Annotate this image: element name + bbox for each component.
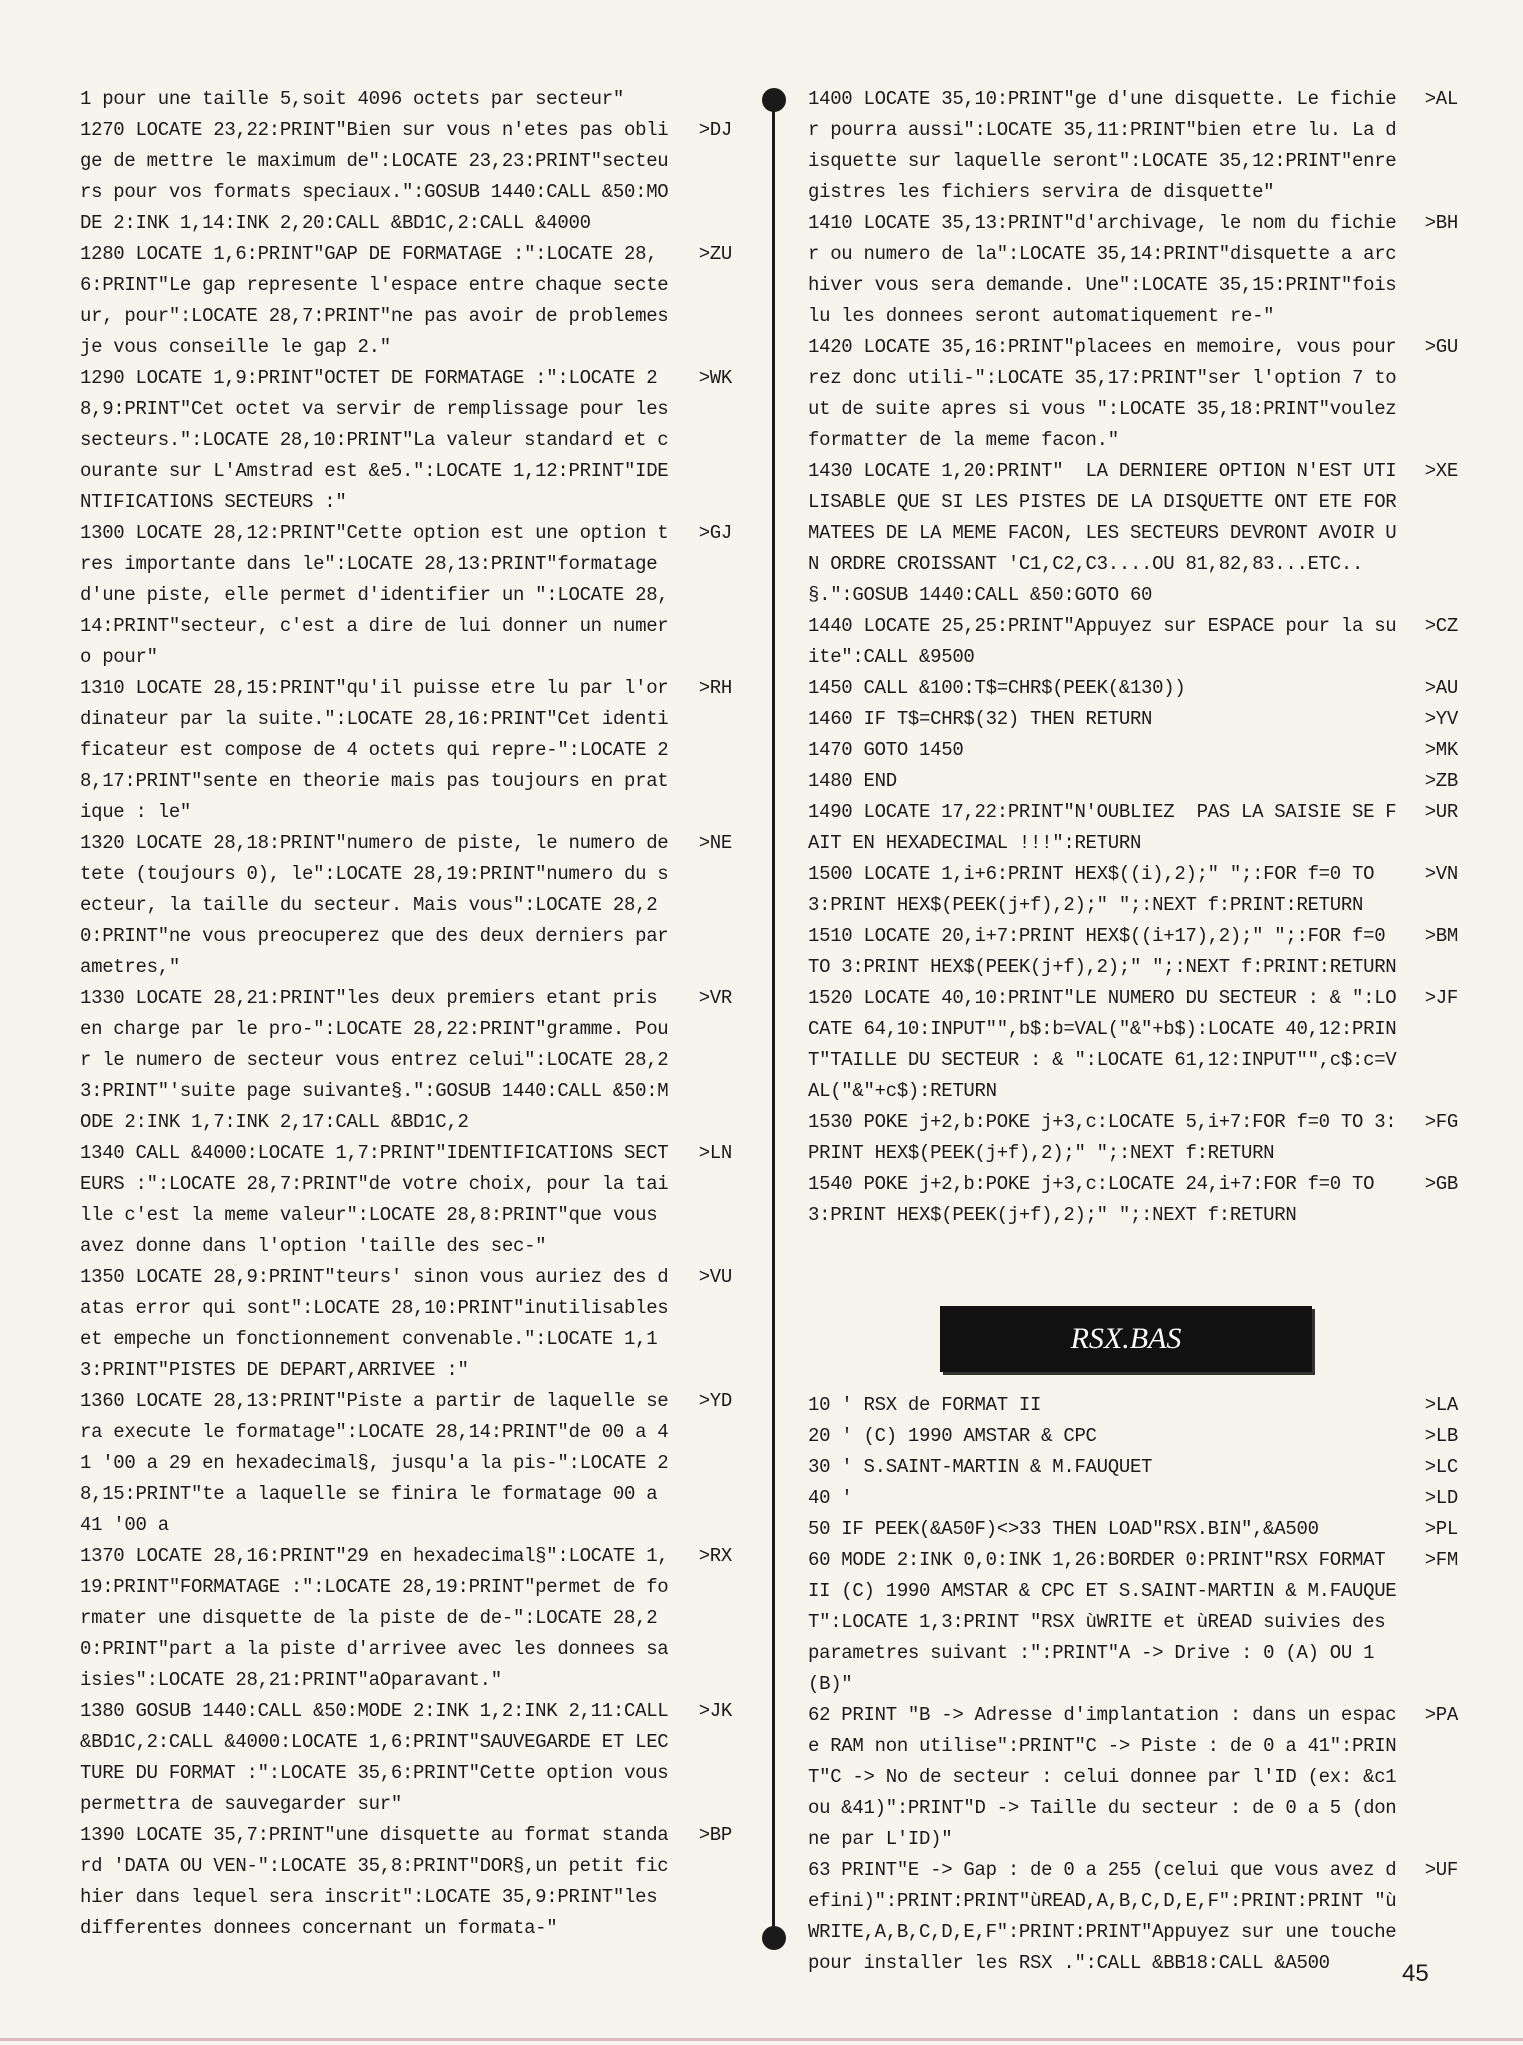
code-text: 1510 LOCATE 20,i+7:PRINT HEX$((i+17),2);" ";:FOR f=0 TO 3:PRINT HEX$(PEEK(j+f),2);" ";:NEXT f:PRINT:RETURN [808, 925, 1397, 978]
checksum-code: >YD [698, 1390, 732, 1412]
code-text: 1400 LOCATE 35,10:PRINT"ge d'une disquette. Le fichier pourra aussi":LOCATE 35,11:PRINT"bien etre lu. La disquette sur laquelle seront":LOCATE 35,12:PRINT"enregistres les fichiers servira de disquette" [808, 88, 1397, 203]
code-text: 1490 LOCATE 17,22:PRINT"N'OUBLIEZ PAS LA SAISIE SE FAIT EN HEXADECIMAL !!!":RETURN [808, 801, 1397, 854]
divider-bottom-dot [762, 1926, 786, 1950]
code-line [808, 1545, 1458, 1700]
code-line [808, 1483, 1458, 1514]
checksum-code: >ZU [698, 243, 732, 265]
checksum-code: >BH [1424, 212, 1458, 234]
checksum-code: >NE [698, 832, 732, 854]
checksum-code: >BM [1424, 925, 1458, 947]
code-text: 1440 LOCATE 25,25:PRINT"Appuyez sur ESPACE pour la suite":CALL &9500 [808, 615, 1397, 668]
code-line [808, 1452, 1458, 1483]
checksum-code: >LC [1424, 1456, 1458, 1478]
checksum-code: >JF [1424, 987, 1458, 1009]
rsx-listing [808, 1390, 1458, 1979]
code-line [80, 84, 732, 115]
checksum-code: >PA [1424, 1704, 1458, 1726]
code-text: 1420 LOCATE 35,16:PRINT"placees en memoire, vous pourrez donc utili-":LOCATE 35,17:PRINT"ser l'option 7 tout de suite apres si vous ":LOCATE 35,18:PRINT"voulez formatter de la meme facon." [808, 336, 1408, 451]
code-text: 1520 LOCATE 40,10:PRINT"LE NUMERO DU SECTEUR : & ":LOCATE 64,10:INPUT"",b$:b=VAL("&"+b$):LOCATE 40,12:PRINT"TAILLE DU SECTEUR : & ":LOCATE 61,12:INPUT"",c$:c=VAL("&"+c$):RETURN [808, 987, 1397, 1102]
code-text: 63 PRINT"E -> Gap : de 0 a 255 (celui que vous avez defini)":PRINT:PRINT"ùREAD,A,B,C,D,E,F":PRINT:PRINT "ùWRITE,A,B,C,D,E,F":PRINT:PRINT"Appuyez sur une touche pour installer les RSX .":CALL &BB18:CALL &A500 [808, 1859, 1408, 1974]
checksum-code: >VR [698, 987, 732, 1009]
code-text: 1430 LOCATE 1,20:PRINT" LA DERNIERE OPTION N'EST UTILISABLE QUE SI LES PISTES DE LA DISQUETTE ONT ETE FORMATEES DE LA MEME FACON, LES SECTEURS DEVRONT AVOIR UN ORDRE CROISSANT 'C1,C2,C3....OU 81,82,83...ETC..§.":GOSUB 1440:CALL &50:GOTO 60 [808, 460, 1397, 606]
code-line [80, 828, 732, 983]
code-text: 1290 LOCATE 1,9:PRINT"OCTET DE FORMATAGE :":LOCATE 28,9:PRINT"Cet octet va servir de remplissage pour les secteurs.":LOCATE 28,10:PRINT"La valeur standard et courante sur L'Amstrad est &e5.":LOCATE 1,12:PRINT"IDENTIFICATIONS SECTEURS :" [80, 367, 680, 513]
code-text: 60 MODE 2:INK 0,0:INK 1,26:BORDER 0:PRINT"RSX FORMAT II (C) 1990 AMSTAR & CPC ET S.SAINT-MARTIN & M.FAUQUET":LOCATE 1,3:PRINT "RSX ùWRITE et ùREAD suivies des parametres suivant :":PRINT"A -> Drive : 0 (A) OU 1 (B)" [808, 1549, 1397, 1695]
code-line [808, 84, 1458, 208]
code-line [808, 1107, 1458, 1169]
code-line [808, 1421, 1458, 1452]
code-text: 10 ' RSX de FORMAT II [808, 1394, 1042, 1416]
checksum-code: >LA [1424, 1394, 1458, 1416]
code-line [808, 921, 1458, 983]
code-text: 62 PRINT "B -> Adresse d'implantation : dans un espace RAM non utilise":PRINT"C -> Piste : de 0 a 41":PRINT"C -> No de secteur : celui donnee par l'ID (ex: &c1 ou &41)":PRINT"D -> Taille du secteur : de 0 a 5 (donne par L'ID)" [808, 1704, 1408, 1850]
code-line [808, 766, 1458, 797]
code-text: 1450 CALL &100:T$=CHR$(PEEK(&130)) [808, 677, 1186, 699]
code-line [80, 1138, 732, 1262]
checksum-code: >GJ [698, 522, 732, 544]
code-text: 1300 LOCATE 28,12:PRINT"Cette option est une option tres importante dans le":LOCATE 28,13:PRINT"formatage d'une piste, elle permet d'identifier un ":LOCATE 28,14:PRINT"secteur, c'est a dire de lui donner un numero pour" [80, 522, 669, 668]
code-line [80, 673, 732, 828]
code-line [808, 859, 1458, 921]
checksum-code: >RX [698, 1545, 732, 1567]
code-line [80, 1541, 732, 1696]
divider-top-dot [762, 88, 786, 112]
code-text: 1370 LOCATE 28,16:PRINT"29 en hexadecimal§":LOCATE 1,19:PRINT"FORMATAGE :":LOCATE 28,19:PRINT"permet de formater une disquette de la piste de de-":LOCATE 28,20:PRINT"part a la piste d'arrivee avec les donnees saisies":LOCATE 28,21:PRINT"aOparavant." [80, 1545, 669, 1691]
page-number: 45 [1402, 1960, 1429, 1987]
code-text: 1460 IF T$=CHR$(32) THEN RETURN [808, 708, 1153, 730]
checksum-code: >VN [1424, 863, 1458, 885]
code-line [808, 704, 1458, 735]
code-text: 1340 CALL &4000:LOCATE 1,7:PRINT"IDENTIFICATIONS SECTEURS :":LOCATE 28,7:PRINT"de votre choix, pour la taille c'est la meme valeur":LOCATE 28,8:PRINT"que vous avez donne dans l'option 'taille des sec-" [80, 1142, 669, 1257]
code-text: 50 IF PEEK(&A50F)<>33 THEN LOAD"RSX.BIN",&A500 [808, 1518, 1319, 1540]
code-line [808, 1855, 1458, 1979]
checksum-code: >GB [1424, 1173, 1458, 1195]
checksum-code: >DJ [698, 119, 732, 141]
code-line [808, 673, 1458, 704]
code-line [808, 456, 1458, 611]
code-text: 1350 LOCATE 28,9:PRINT"teurs' sinon vous auriez des datas error qui sont":LOCATE 28,10:PRINT"inutilisables et empeche un fonctionnement convenable.":LOCATE 1,13:PRINT"PISTES DE DEPART,ARRIVEE :" [80, 1266, 680, 1381]
checksum-code: >WK [698, 367, 732, 389]
code-text: 1480 END [808, 770, 897, 792]
checksum-code: >JK [698, 1700, 732, 1722]
checksum-code: >GU [1424, 336, 1458, 358]
checksum-code: >PL [1424, 1518, 1458, 1540]
code-line [80, 518, 732, 673]
checksum-code: >XE [1424, 460, 1458, 482]
code-line [80, 1386, 732, 1541]
checksum-code: >YV [1424, 708, 1458, 730]
code-line [808, 797, 1458, 859]
code-text: 1320 LOCATE 28,18:PRINT"numero de piste, le numero de tete (toujours 0), le":LOCATE 28,19:PRINT"numero du secteur, la taille du secteur. Mais vous":LOCATE 28,20:PRINT"ne vous preocuperez que des deux derniers parametres," [80, 832, 680, 978]
section-title-rsx-bas: RSX.BAS [940, 1306, 1312, 1372]
code-text: 1330 LOCATE 28,21:PRINT"les deux premiers etant pris en charge par le pro-":LOCATE 28,22:PRINT"gramme. Pour le numero de secteur vous entrez celui":LOCATE 28,23:PRINT"'suite page suivante§.":GOSUB 1440:CALL &50:MODE 2:INK 1,7:INK 2,17:CALL &BD1C,2 [80, 987, 669, 1133]
code-text: 40 ' [808, 1487, 853, 1509]
checksum-code: >LB [1424, 1425, 1458, 1447]
code-line [808, 1700, 1458, 1855]
checksum-code: >VU [698, 1266, 732, 1288]
checksum-code: >FM [1424, 1549, 1458, 1571]
checksum-code: >AU [1424, 677, 1458, 699]
code-line [80, 1696, 732, 1820]
code-text: 1530 POKE j+2,b:POKE j+3,c:LOCATE 5,i+7:FOR f=0 TO 3:PRINT HEX$(PEEK(j+f),2);" ";:NEXT f:RETURN [808, 1111, 1397, 1164]
checksum-code: >FG [1424, 1111, 1458, 1133]
code-text: 20 ' (C) 1990 AMSTAR & CPC [808, 1425, 1097, 1447]
checksum-code: >LN [698, 1142, 732, 1164]
code-line [808, 611, 1458, 673]
right-column-listing [808, 84, 1458, 1231]
code-text: 1 pour une taille 5,soit 4096 octets par secteur" [80, 88, 624, 110]
checksum-code: >BP [698, 1824, 732, 1846]
code-line [808, 1169, 1458, 1231]
code-line [808, 332, 1458, 456]
code-line [808, 1390, 1458, 1421]
checksum-code: >UF [1424, 1859, 1458, 1881]
checksum-code: >CZ [1424, 615, 1458, 637]
left-column-listing [80, 84, 732, 1944]
code-line [808, 208, 1458, 332]
code-text: 1310 LOCATE 28,15:PRINT"qu'il puisse etre lu par l'ordinateur par la suite.":LOCATE 28,16:PRINT"Cet identificateur est compose de 4 octets qui repre-":LOCATE 28,17:PRINT"sente en theorie mais pas toujours en pratique : le" [80, 677, 669, 823]
code-text: 1280 LOCATE 1,6:PRINT"GAP DE FORMATAGE :":LOCATE 28,6:PRINT"Le gap represente l'espace entre chaque secteur, pour":LOCATE 28,7:PRINT"ne pas avoir de problemes je vous conseille le gap 2." [80, 243, 680, 358]
checksum-code: >RH [698, 677, 732, 699]
code-line [80, 983, 732, 1138]
checksum-code: >UR [1424, 801, 1458, 823]
checksum-code: >LD [1424, 1487, 1458, 1509]
code-text: 30 ' S.SAINT-MARTIN & M.FAUQUET [808, 1456, 1153, 1478]
code-line [808, 983, 1458, 1107]
code-text: 1360 LOCATE 28,13:PRINT"Piste a partir de laquelle sera execute le formatage":LOCATE 28,14:PRINT"de 00 a 41 '00 a 29 en hexadecimal§, jusqu'a la pis-":LOCATE 28,15:PRINT"te a laquelle se finira le formatage 00 a 41 '00 a [80, 1390, 669, 1536]
column-divider [772, 96, 775, 1938]
code-text: 1270 LOCATE 23,22:PRINT"Bien sur vous n'etes pas oblige de mettre le maximum de":LOCATE 23,23:PRINT"secteurs pour vos formats speciaux.":GOSUB 1440:CALL &50:MODE 2:INK 1,14:INK 2,20:CALL &BD1C,2:CALL &4000 [80, 119, 669, 234]
code-text: 1540 POKE j+2,b:POKE j+3,c:LOCATE 24,i+7:FOR f=0 TO 3:PRINT HEX$(PEEK(j+f),2);" ";:NEXT f:RETURN [808, 1173, 1386, 1226]
code-text: 1380 GOSUB 1440:CALL &50:MODE 2:INK 1,2:INK 2,11:CALL &BD1C,2:CALL &4000:LOCATE 1,6:PRINT"SAUVEGARDE ET LECTURE DU FORMAT :":LOCATE 35,6:PRINT"Cette option vous permettra de sauvegarder sur" [80, 1700, 680, 1815]
code-text: 1390 LOCATE 35,7:PRINT"une disquette au format standard 'DATA OU VEN-":LOCATE 35,8:PRINT"DOR§,un petit fichier dans lequel sera inscrit":LOCATE 35,9:PRINT"les differentes donnees concernant un formata-" [80, 1824, 669, 1939]
code-line [80, 115, 732, 239]
checksum-code: >AL [1424, 88, 1458, 110]
checksum-code: >ZB [1424, 770, 1458, 792]
checksum-code: >MK [1424, 739, 1458, 761]
code-line [808, 1514, 1458, 1545]
code-line [80, 1820, 732, 1944]
code-text: 1500 LOCATE 1,i+6:PRINT HEX$((i),2);" ";:FOR f=0 TO 3:PRINT HEX$(PEEK(j+f),2);" ";:NEXT f:PRINT:RETURN [808, 863, 1386, 916]
bottom-rule [0, 2038, 1523, 2041]
code-line [80, 239, 732, 363]
code-line [80, 1262, 732, 1386]
code-text: 1410 LOCATE 35,13:PRINT"d'archivage, le nom du fichier ou numero de la":LOCATE 35,14:PRINT"disquette a archiver vous sera demande. Une":LOCATE 35,15:PRINT"fois lu les donnees seront automatiquement re-" [808, 212, 1408, 327]
code-line [808, 735, 1458, 766]
code-text: 1470 GOTO 1450 [808, 739, 964, 761]
code-line [80, 363, 732, 518]
